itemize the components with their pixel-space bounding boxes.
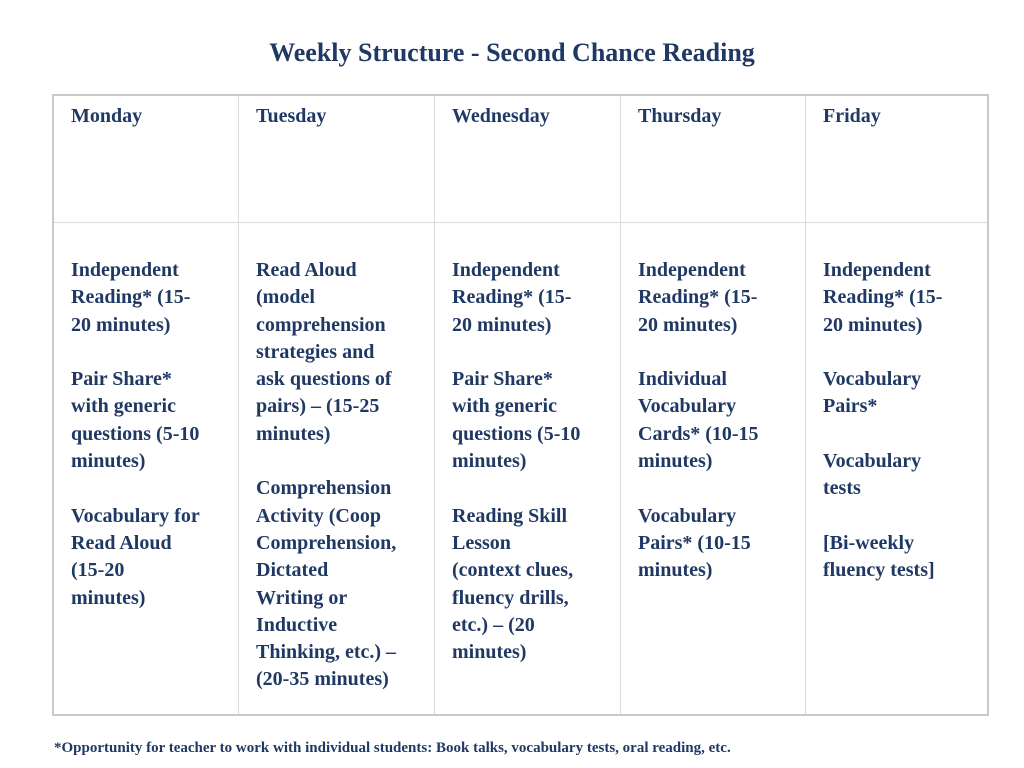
activity-item: Individual Vocabulary Cards* (10-15 minutes) [638, 368, 759, 473]
activities-thursday [638, 257, 797, 612]
day-column-monday [54, 96, 238, 714]
activity-item: Independent Reading* (15- 20 minutes) [823, 259, 943, 336]
activities-wednesday [452, 257, 612, 694]
activity-item: Vocabulary for Read Aloud (15-20 minutes) [71, 504, 200, 609]
day-header-friday: Friday [823, 105, 881, 127]
activities-monday [71, 257, 230, 639]
activity-item: Reading Skill Lesson (context clues, fluency drills, etc.) – (20 minutes) [452, 504, 574, 664]
activity-item: Read Aloud (model comprehension strategies and ask questions of pairs) – (15-25 minutes) [256, 259, 392, 445]
day-header-thursday: Thursday [638, 105, 722, 127]
activity-item: Independent Reading* (15- 20 minutes) [71, 259, 191, 336]
activity-item: Pair Share* with generic questions (5-10 minutes) [71, 368, 200, 473]
activity-item: Pair Share* with generic questions (5-10 minutes) [452, 368, 581, 473]
activity-item: Independent Reading* (15- 20 minutes) [638, 259, 758, 336]
day-column-wednesday [435, 96, 620, 714]
activity-item: Independent Reading* (15- 20 minutes) [452, 259, 572, 336]
day-column-thursday [621, 96, 805, 714]
weekly-schedule-table [52, 94, 989, 716]
activities-friday [823, 257, 979, 612]
day-column-tuesday [239, 96, 434, 714]
activity-item: Vocabulary Pairs* (10-15 minutes) [638, 504, 751, 582]
day-header-tuesday: Tuesday [256, 105, 327, 127]
day-header-monday: Monday [71, 105, 143, 127]
day-column-friday [806, 96, 987, 714]
activities-tuesday [256, 257, 426, 721]
activity-item: Comprehension Activity (Coop Comprehension, Dictated Writing or Inductive Thinking, etc.) – (20-35 minutes) [256, 477, 397, 691]
day-header-wednesday: Wednesday [452, 105, 550, 127]
activity-item: [Bi-weekly fluency tests] [823, 531, 935, 582]
page-title: Weekly Structure - Second Chance Reading [269, 38, 755, 67]
activity-item: Vocabulary tests [823, 450, 922, 500]
footnote: *Opportunity for teacher to work with individual students: Book talks, vocabulary tests, oral reading, etc. [54, 740, 731, 756]
activity-item: Vocabulary Pairs* [823, 368, 922, 418]
